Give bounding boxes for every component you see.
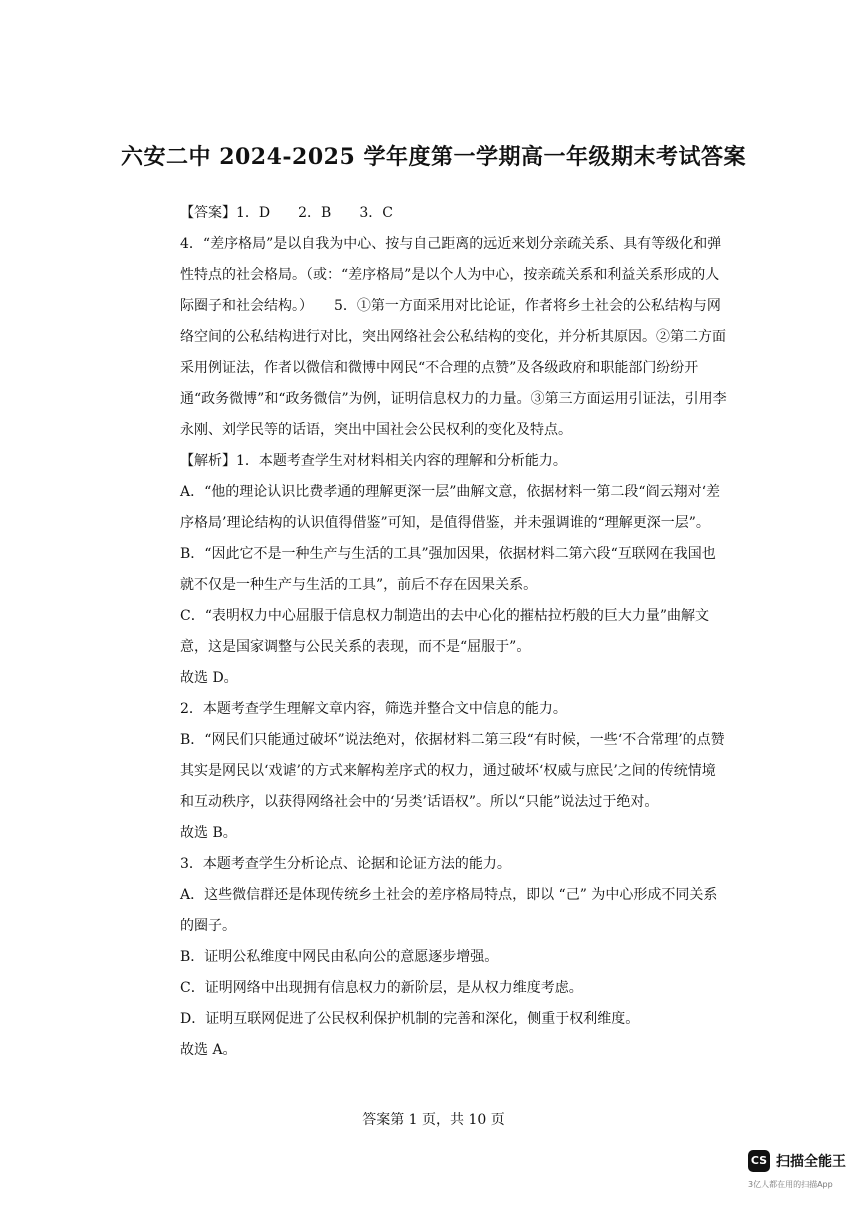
analysis-paragraph: 2．本题考查学生理解文章内容，筛选并整合文中信息的能力。 bbox=[180, 701, 567, 717]
choice-line: 故选 A。 bbox=[180, 1042, 237, 1058]
document-title: 六安二中 2024-2025 学年度第一学期高一年级期末考试答案 bbox=[121, 144, 746, 170]
answer-paragraph: 4．“差序格局”是以自我为中心、按与自己距离的远近来划分亲疏关系、具有等级化和弹性特点的社会格局。（或：“差序格局”是以个人为中心，按亲疏关系和利益关系形成的人际圈子和社会结构。） 5．①第一方面采用对比论证，作者将乡土社会的公私结构与网络空间的公私结构进行对比，突出网络社会公私结构的变化，并分析其原因。②第二方面采用例证法，作者以微信和微博中网民“不合理的点赞”及各级政府和职能部门纷纷开通“政务微博”和“政务微信”为例，证明信息权力的力量。③第三方面运用引证法，引用李永刚、刘学民等的话语，突出中国社会公民权利的变化及特点。 bbox=[180, 236, 727, 438]
choice-line: 故选 D。 bbox=[180, 670, 238, 686]
analysis-paragraph: C．“表明权力中心屈服于信息权力制造出的去中心化的摧枯拉朽般的巨大力量”曲解文意，这是国家调整与公民关系的表现，而不是“屈服于”。 bbox=[180, 608, 710, 655]
scanner-watermark bbox=[748, 1150, 858, 1212]
answer-line: 【答案】1．D 2．B 3．C bbox=[180, 205, 393, 221]
analysis-paragraph: A．“他的理论认识比费孝通的理解更深一层”曲解文意，依据材料一第二段“阎云翔对‘差序格局’理论结构的认识值得借鉴”可知，是值得借鉴，并未强调谁的“理解更深一层”。 bbox=[180, 484, 721, 531]
analysis-paragraph: A．这些微信群还是体现传统乡土社会的差序格局特点，即以 “己” 为中心形成不同关系的圈子。 bbox=[180, 887, 718, 934]
analysis-paragraph: C．证明网络中出现拥有信息权力的新阶层，是从权力维度考虑。 bbox=[180, 980, 583, 996]
analysis-paragraph: B．“网民们只能通过破坏”说法绝对，依据材料二第三段“有时候，一些‘不合常理’的点赞其实是网民以‘戏谑’的方式来解构差序式的权力，通过破坏‘权威与庶民’之间的传统情境和互动秩序，以获得网络社会中的‘另类’话语权”。所以“只能”说法过于绝对。 bbox=[180, 732, 725, 810]
answer-content bbox=[180, 198, 728, 1066]
analysis-heading: 【解析】1．本题考查学生对材料相关内容的理解和分析能力。 bbox=[180, 453, 567, 469]
page-footer: 答案第 1 页，共 10 页 bbox=[362, 1112, 505, 1128]
analysis-paragraph: 3．本题考查学生分析论点、论据和论证方法的能力。 bbox=[180, 856, 511, 872]
analysis-paragraph: B．“因此它不是一种生产与生活的工具”强加因果，依据材料二第六段“互联网在我国也就不仅是一种生产与生活的工具”，前后不存在因果关系。 bbox=[180, 546, 716, 593]
choice-line: 故选 B。 bbox=[180, 825, 237, 841]
analysis-paragraph: D．证明互联网促进了公民权利保护机制的完善和深化，侧重于权利维度。 bbox=[180, 1011, 640, 1027]
watermark-app-name: 扫描全能王 bbox=[776, 1154, 846, 1170]
analysis-paragraph: B．证明公私维度中网民由私向公的意愿逐步增强。 bbox=[180, 949, 499, 965]
watermark-tagline: 3亿人都在用的扫描App bbox=[748, 1180, 833, 1189]
camscanner-logo-icon: CS bbox=[748, 1150, 770, 1172]
